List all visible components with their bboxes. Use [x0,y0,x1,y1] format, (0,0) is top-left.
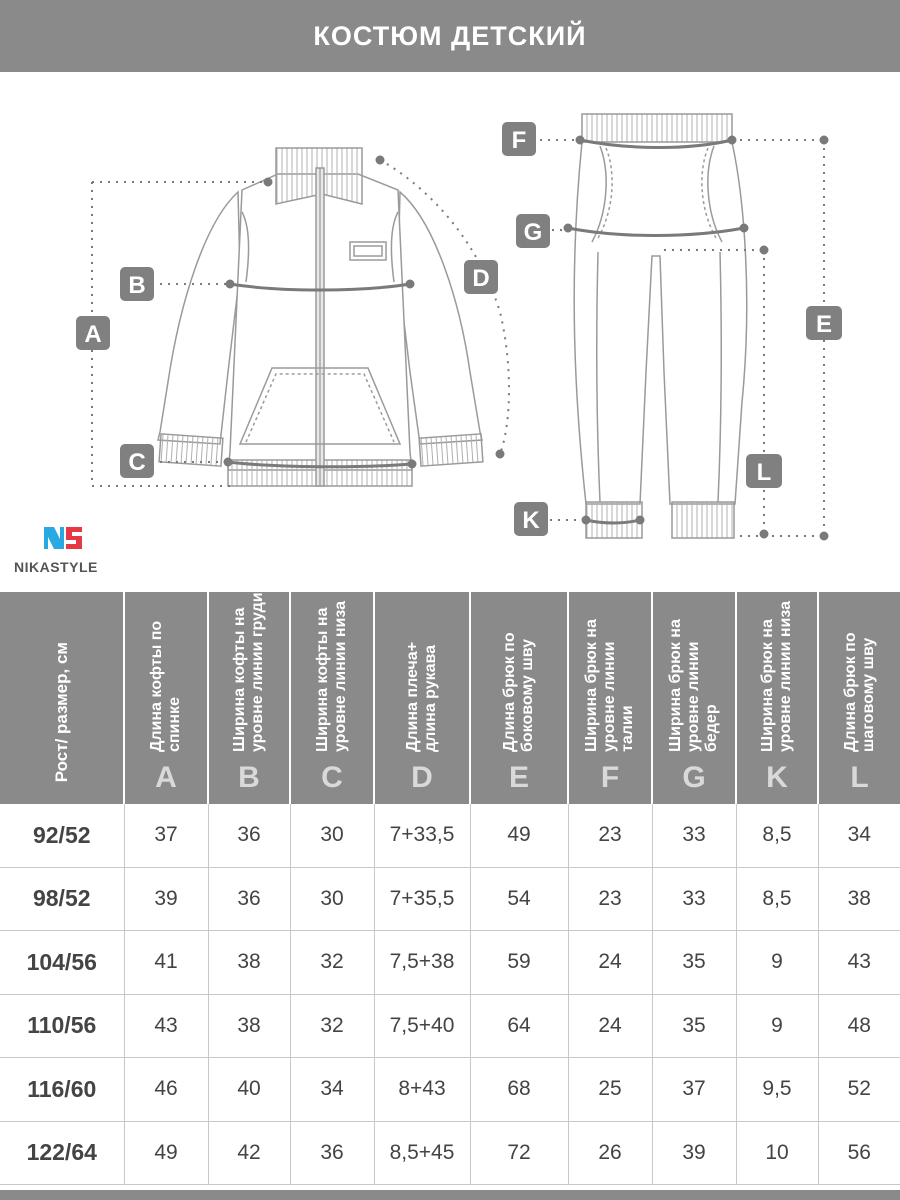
value-cell: 33 [652,867,736,931]
header-c: Ширина кофты на уровне линии низа C [290,592,374,804]
value-cell: 64 [470,994,568,1058]
size-cell: 110/56 [0,994,124,1058]
value-cell: 43 [124,994,208,1058]
value-cell: 23 [568,867,652,931]
header-height-size: Рост/ размер, см [0,592,124,804]
svg-text:A: A [84,321,102,348]
header-k: Ширина брюк на уровне линии низа K [736,592,818,804]
measure-label-e [806,306,842,340]
value-cell: 72 [470,1121,568,1185]
value-cell: 8+43 [374,1058,470,1122]
value-cell: 9,5 [736,1058,818,1122]
value-cell: 36 [290,1121,374,1185]
svg-text:B: B [128,272,146,299]
value-cell: 37 [124,804,208,867]
brand-name: NIKASTYLE [14,559,98,575]
header-g: Ширина брюк на уровне линии бедер G [652,592,736,804]
value-cell: 49 [124,1121,208,1185]
value-cell: 24 [568,994,652,1058]
measure-label-a [76,316,110,350]
header-e: Длина брюк по боковому шву E [470,592,568,804]
value-cell: 38 [818,867,900,931]
value-cell: 32 [290,994,374,1058]
value-cell: 7+35,5 [374,867,470,931]
value-cell: 59 [470,931,568,995]
svg-text:C: C [128,449,146,476]
value-cell: 10 [736,1121,818,1185]
value-cell: 52 [818,1058,900,1122]
svg-text:D: D [472,265,490,292]
value-cell: 37 [652,1058,736,1122]
size-cell: 122/64 [0,1121,124,1185]
measure-label-k [514,502,548,536]
table-row [0,931,900,995]
value-cell: 7,5+38 [374,931,470,995]
measure-label-l [746,454,782,488]
table-row [0,804,900,867]
svg-text:G: G [523,219,543,246]
value-cell: 30 [290,804,374,867]
value-cell: 9 [736,931,818,995]
value-cell: 35 [652,994,736,1058]
pants-illustration [574,114,747,538]
page-footer-bar [0,1190,900,1200]
value-cell: 30 [290,867,374,931]
header-f: Ширина брюк на уровне линии талии F [568,592,652,804]
measure-label-d [464,260,498,294]
table-header-row [0,592,900,804]
table-row [0,867,900,931]
header-a: Длина кофты по спинке A [124,592,208,804]
value-cell: 33 [652,804,736,867]
value-cell: 32 [290,931,374,995]
value-cell: 43 [818,931,900,995]
value-cell: 41 [124,931,208,995]
table-row [0,994,900,1058]
table-row [0,1058,900,1122]
value-cell: 40 [208,1058,290,1122]
value-cell: 48 [818,994,900,1058]
header-l: Длина брюк по шаговому шву L [818,592,900,804]
page-header [0,0,900,72]
value-cell: 36 [208,867,290,931]
value-cell: 34 [818,804,900,867]
value-cell: 9 [736,994,818,1058]
value-cell: 34 [290,1058,374,1122]
value-cell: 38 [208,994,290,1058]
value-cell: 7+33,5 [374,804,470,867]
value-cell: 42 [208,1121,290,1185]
size-cell: 92/52 [0,804,124,867]
value-cell: 39 [652,1121,736,1185]
measure-label-f [502,122,536,156]
value-cell: 23 [568,804,652,867]
value-cell: 46 [124,1058,208,1122]
measure-label-g [516,214,550,248]
measure-label-b [120,267,154,301]
garment-diagram [0,72,900,592]
value-cell: 56 [818,1121,900,1185]
svg-text:L: L [756,459,772,486]
size-cell: 116/60 [0,1058,124,1122]
svg-text:E: E [815,311,833,338]
value-cell: 35 [652,931,736,995]
value-cell: 8,5+45 [374,1121,470,1185]
size-table [0,592,900,1185]
jacket-illustration [158,148,483,486]
brand-logo [14,525,124,580]
value-cell: 8,5 [736,804,818,867]
svg-text:K: K [522,507,540,534]
value-cell: 68 [470,1058,568,1122]
value-cell: 25 [568,1058,652,1122]
table-row [0,1121,900,1185]
value-cell: 49 [470,804,568,867]
size-cell: 98/52 [0,867,124,931]
value-cell: 36 [208,804,290,867]
value-cell: 38 [208,931,290,995]
value-cell: 54 [470,867,568,931]
brand-mark-icon [42,525,84,551]
svg-text:F: F [511,127,527,154]
value-cell: 8,5 [736,867,818,931]
size-cell: 104/56 [0,931,124,995]
page-title: КОСТЮМ ДЕТСКИЙ [313,20,587,51]
value-cell: 24 [568,931,652,995]
measure-label-c [120,444,154,478]
header-d: Длина плеча+ длина рукава D [374,592,470,804]
value-cell: 26 [568,1121,652,1185]
value-cell: 7,5+40 [374,994,470,1058]
value-cell: 39 [124,867,208,931]
header-b: Ширина кофты на уровне линии груди B [208,592,290,804]
